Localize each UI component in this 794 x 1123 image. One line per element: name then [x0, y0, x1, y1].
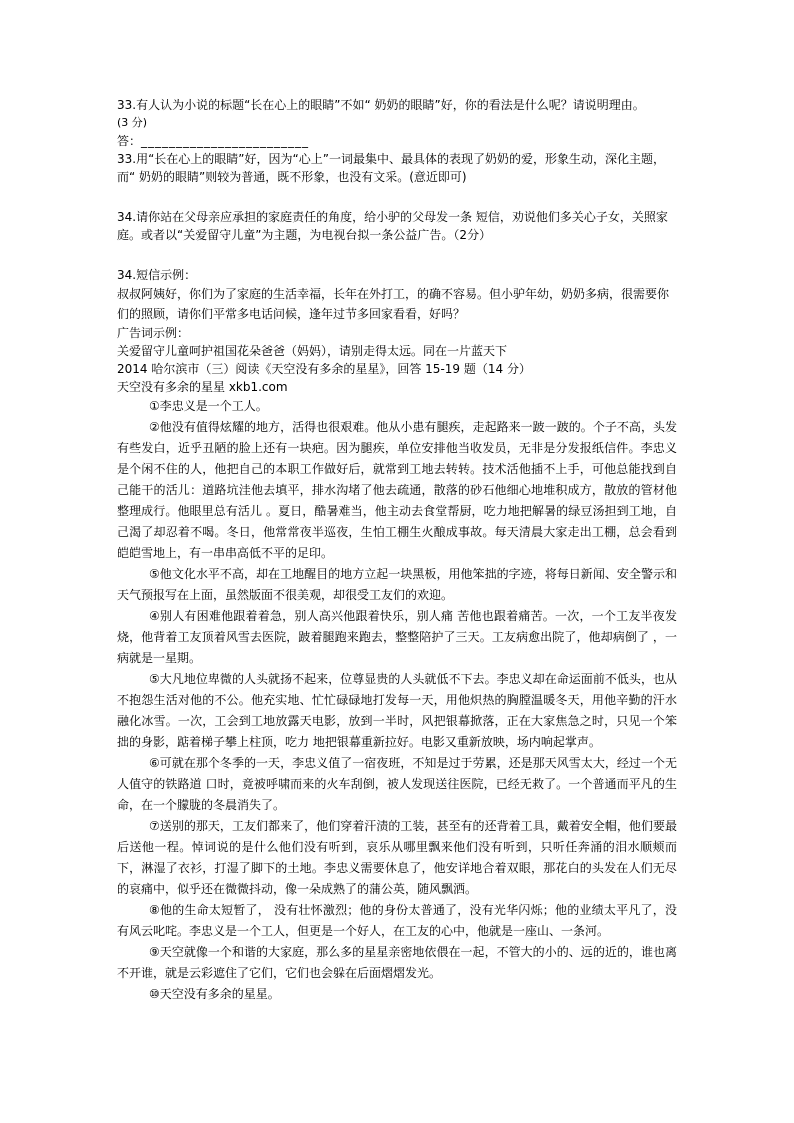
q33-answer-line — [117, 132, 677, 150]
reading-source: 2014 哈尔滨市（三）阅读《天空没有多余的星星》，回答 15-19 题（14 分） — [117, 362, 531, 376]
q33-question: 33.有人认为小说的标题“长在心上的眼睛”不如“ 奶奶的眼睛”好，你的看法是什么呢？请说明理由。 — [117, 98, 645, 112]
q33-answer-2: 而“ 奶奶的眼睛”则较为普通，既不形象，也没有文采。(意近即可) — [117, 170, 467, 184]
paragraph-10: ⑩天空没有多余的星星。 — [149, 987, 280, 1001]
q34-question-2: 庭。或者以“关爱留守儿童”为主题，为电视台拟一条公益广告。（2分） — [117, 228, 492, 242]
paragraph-4: ④别人有困难他跟着着急，别人高兴他跟着快乐，别人痛 苦他也跟着痛苦。一次，一个工友半夜发烧，他背着工友顶着风雪去医院，跛着腿跑来跑去，整整陪护了三天。工友病愈出院了，他却病倒了 ，一病就是一星期。 — [117, 609, 677, 665]
paragraph-6: ⑥可就在那个冬季的一天，李忠义值了一宿夜班，不知是过于劳累，还是那天风雪太大，经过一个无人值守的铁路道 口时，竟被呼啸而来的火车刮倒，被人发现送往医院，已经无救了。一个普通而平凡的生命，在一个朦胧的冬晨消失了。 — [117, 756, 677, 812]
q34-answer-head: 34.短信示例： — [117, 268, 197, 282]
q33-answer-1: 33.用“长在心上的眼睛”好，因为“心上”一词最集中、最具体的表现了奶奶的爱，形象生动，深化主题， — [117, 152, 665, 166]
paragraph-1: ①李忠义是一个工人。 — [149, 399, 268, 413]
paragraph-5: ⑤大凡地位卑微的人头就扬不起来，位尊显贵的人头就低不下去。李忠义却在命运面前不低头，也从不抱怨生活对他的不公。他充实地、忙忙碌碌地打发每一天，用他炽热的胸膛温暖冬天，用他辛勤的汗水融化冰雪。一次，工会到工地放露天电影，放到一半时，风把银幕掀落，正在大家焦急之时，只见一个笨拙的身影，踮着梯子攀上柱顶，吃力 地把银幕重新拉好。电影又重新放映，场内响起掌声。 — [117, 672, 677, 749]
reading-title: 天空没有多余的星星 xkb1.com — [117, 380, 288, 394]
paragraph-9: ⑨天空就像一个和谐的大家庭，那么多的星星亲密地依偎在一起，不管大的小的、远的近的，谁也离不开谁，就是云彩遮住了它们，它们也会躲在后面熠熠发光。 — [117, 945, 677, 980]
ad-head: 广告词示例： — [117, 326, 190, 340]
paragraph-7: ⑦送别的那天，工友们都来了，他们穿着汗渍的工装，甚至有的还背着工具，戴着安全帽，他们要最后送他一程。悼词说的是什么他们没有听到，哀乐从哪里飘来他们没有听到，只听任奔涌的泪水顺颊而下，淋湿了衣衫，打湿了脚下的土地。李忠义需要休息了，他安详地合着双眼，那花白的头发在人们无尽的哀痛中，似乎还在微微抖动，像一朵成熟了的蒲公英，随风飘洒。 — [117, 819, 677, 896]
answer-blank: ________________________ — [141, 134, 310, 148]
paragraph-2: ②他没有值得炫耀的地方，活得也很艰难。他从小患有腿疾，走起路来一跛一跛的。个子不高，头发有些发白，近乎丑陋的脸上还有一块疤。因为腿疾，单位安排他当收发员，无非是分发报纸信件。李忠义是个闲不住的人，他把自己的本职工作做好后，就常到工地去转转。技术活他插不上手，可他总能找到自己能干的活儿：道路坑洼他去填平，排水沟堵了他去疏通，散落的砂石他细心地堆积成方，散放的管材他整理成行。他眼里总有活儿 。夏日，酷暑难当，他主动去食堂帮厨，吃力地把解暑的绿豆汤担到工地，自己渴了却忍着不喝。冬日，他常常夜半巡夜，生怕工棚生火酿成事故。每天清晨大家走出工棚，总会看到皑皑雪地上，有一串串高低不平的足印。 — [117, 420, 677, 560]
ad-text: 关爱留守儿童呵护祖国花朵爸爸（妈妈），请别走得太远。同在一片蓝天下 — [117, 344, 508, 358]
document-page — [117, 94, 677, 1005]
paragraph-3: ⑤他文化水平不高，却在工地醒目的地方立起一块黑板，用他笨拙的字迹，将每日新闻、安全警示和天气预报写在上面，虽然版面不很美观，却很受工友们的欢迎。 — [117, 567, 677, 602]
sms-line-1: 叔叔阿姨好，你们为了家庭的生活幸福，长年在外打工，的确不容易。但小驴年幼，奶奶多病，很需要你 — [117, 287, 670, 301]
answer-label: 答： — [117, 134, 142, 148]
q33-score: (3 分) — [117, 116, 148, 129]
q34-question-1: 34.请你站在父母亲应承担的家庭责任的角度，给小驴的父母发一条 短信，劝说他们多关心子女，关照家 — [117, 210, 668, 224]
sms-line-2: 们的照顾，请你们平常多电话问候，逢年过节多回家看看，好吗？ — [117, 307, 466, 321]
paragraph-8: ⑧他的生命太短暂了， 没有壮怀激烈；他的身份太普通了，没有光华闪烁；他的业绩太平凡了，没有风云叱咤。李忠义是一个工人，但更是一个好人，在工友的心中，他就是一座山、一条河。 — [117, 903, 677, 938]
reading-body — [117, 396, 677, 1005]
